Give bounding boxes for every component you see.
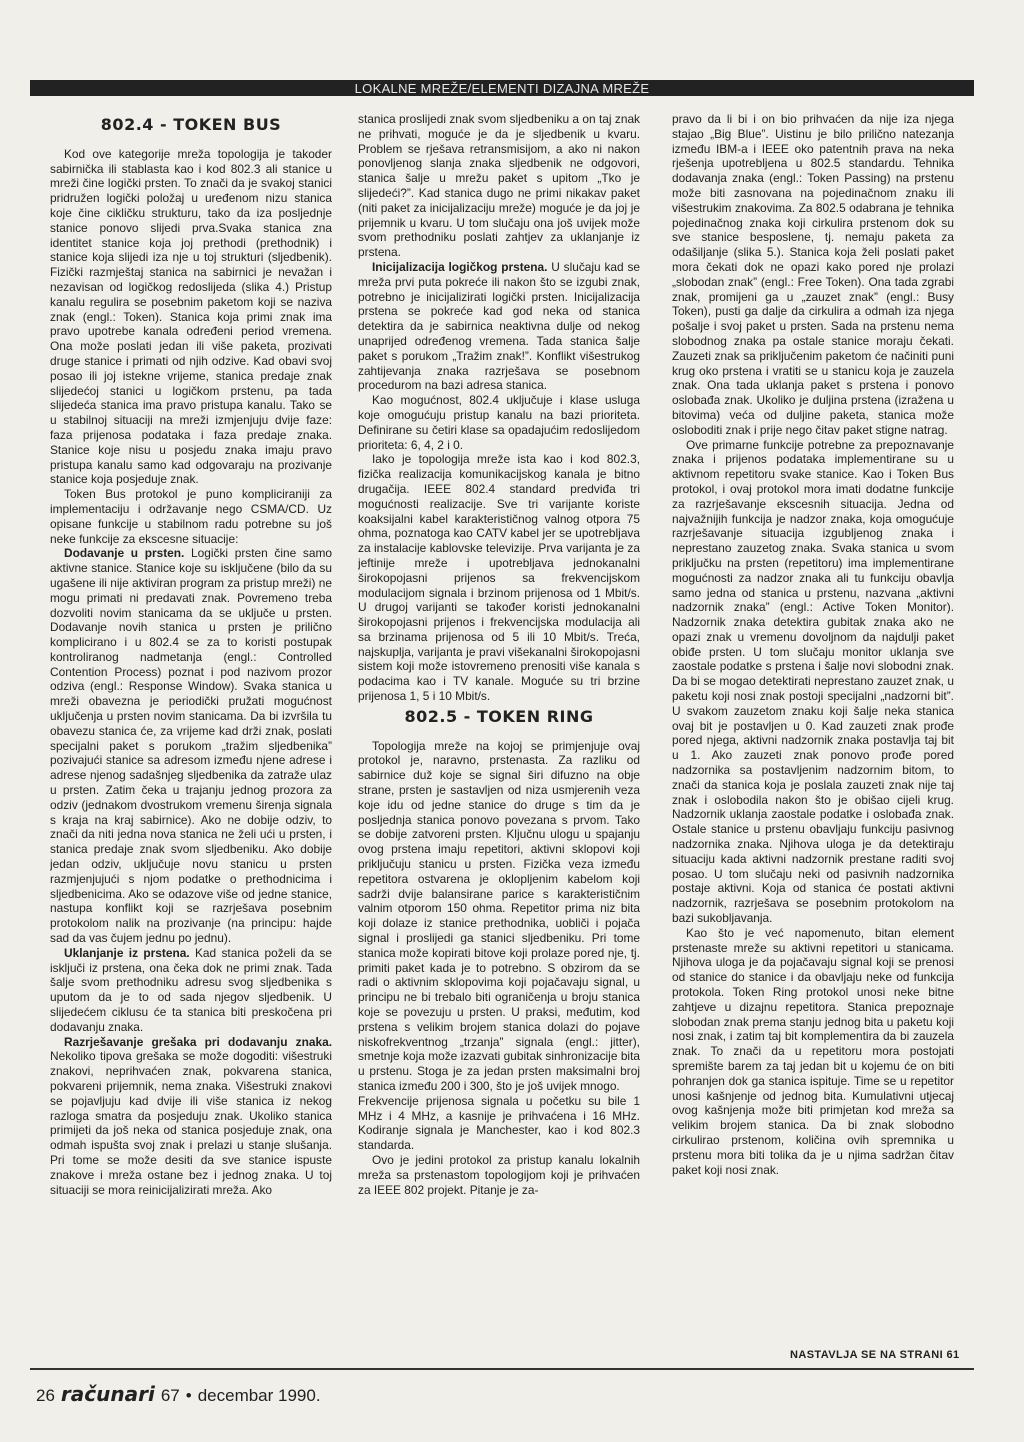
paragraph: Kao mogućnost, 802.4 uključuje i klase usluga koje omogućuju pristup kanalu na bazi prioriteta. Definirane su četiri klase sa opadajućim redoslijedom prioriteta: 6, 4, 2 i 0. [358, 393, 640, 452]
subheading-inicijalizacija: Inicijalizacija logičkog prstena. [372, 259, 548, 274]
paragraph: Token Bus protokol je puno kompliciraniji za implementaciju i održavanje nego CSMA/CD. Uz opisane funkcije u stabilnom radu potrebne su još neke funkcije za ekscesne situacije: [50, 487, 332, 546]
continued-note: NASTAVLJA SE NA STRANI 61 [790, 1349, 960, 1361]
paragraph: Ovo je jedini protokol za pristup kanalu lokalnih mreža sa prstenastom topologijom koji je prihvaćen za IEEE 802 projekt. Pitanje je za- [358, 1152, 640, 1197]
paragraph: Kad stanica poželi da se isključi iz prstena, ona čeka dok ne primi znak. Tada šalje svom prethodniku adresu svog sljedbenika s uputom da je to od sada njegov sljedbenik. U slijedećem ciklusu će ta stanica biti preskočena pri dodavanju znaka. [50, 945, 332, 1034]
heading-token-bus: 802.4 - TOKEN BUS [100, 115, 282, 134]
column-middle [358, 112, 640, 1352]
paragraph: U slučaju kad se mreža prvi puta pokreće ili nakon što se izgubi znak, potrebno je inicijalizirati logički prsten. Inicijalizacija prstena se pokreće kad god neka od stanica detektira da je sabirnica neaktivna dulje od nekog unaprijed određenog vremena. Tada stanica šalje paket s porukom „Tražim znak!”. Konflikt višestrukog zahtijevanja znaka razrješava se posebnom procedurom na bazi adresa stanica. [358, 259, 640, 393]
paragraph: Kao što je već napomenuto, bitan element prstenaste mreže su aktivni repetitori u stanicama. Njihova uloga je da pojačavaju signal koji se prenosi od stanice do stanice i da obavljaju neke od funkcija protokola. Token Ring protokol unosi neke bitne zahtjeve u dizajnu repetitora. Stanica prepoznaje slobodan znak prema stanju jednog bita u paketu koji nosi znak, i zatim taj bit komplementira da bi zauzela znak. To znači da u repetitoru mora postojati spremište barem za taj jedan bit u kojemu će on biti pohranjen dok ga stanica ispituje. Time se u repetitor unosi kašnjenje od jednog bita. Kumulativni utjecaj ovog kašnjenja može biti primjetan kod mreža sa velikim brojem stanica. Da bi znak slobodno cirkulirao prstenom, količina ovih spremnika u prstenu mora biti tolika da je u njima sadržan čitav paket koji nosi znak. [672, 925, 954, 1177]
subheading-razrjesavanje: Razrješavanje grešaka pri dodavanju znaka. [64, 1034, 332, 1049]
paragraph: Iako je topologija mreže ista kao i kod 802.3, fizička realizacija komunikacijskog kanala je bitno drugačija. IEEE 802.4 standard predviđa tri mogućnosti realizacije. Sve tri varijante koriste koaksijalni kabel karakterističnog valnog otpora 75 ohma, poznatoga kao CATV kabel jer se upotrebljava za instalacije kablovske televizije. Prva varijanta je za jeftinije mreže i upotrebljava jednokanalni širokopojasni prijenos sa frekvencijskom modulacijom signala i brzinom prijenosa od 1 Mbit/s. U drugoj varijanti se također koristi jednokanalni širokopojasni prijenos i frekvencijska modulacija ali sa brzinama prijenosa od 5 ili 10 Mbit/s. Treća, najskuplja, varijanta je pravi višekanalni širokopojasni sistem koji može istovremeno prenositi više kanala s podacima kao i TV kanale. Moguće su tri brzine prijenosa 1, 5 i 10 Mbit/s. [358, 452, 640, 704]
paragraph: Topologija mreže na kojoj se primjenjuje ovaj protokol je, naravno, prstenasta. Za razliku od sabirnice duž koje se signal širi difuzno na obje strane, prsten je sastavljen od niza usmjerenih veza koje idu od jedne stanice do druge s tim da je posljednja stanica ponovo povezana s prvom. Tako se dobije zatvoreni prsten. Ključnu ulogu u spajanju ovog prstena imaju repetitori, aktivni sklopovi koji priključuju stanicu u prsten. Fizička veza između repetitora ostvarena je oklopljenim kabelom koji sadrži dvije balansirane parice s karakterističnim valnim otporom 150 ohma. Repetitor prima niz bita koji dolaze iz stanice prethodnika, uobliči i pojača signal i proslijedi ga stanici sljedbeniku. Pri tome stanica može kopirati bitove koji prolaze pored nje, tj. primiti paket kada je to potrebno. S obzirom da se radi o aktivnim sklopovima koji pojačavaju signal, u principu ne bi trebalo biti ograničenja u broju stanica koje se povezuju u prsten. U praksi, međutim, kod prstena s velikim brojem stanica dolazi do pojave niskofrekventnog „trzanja” signala (engl.: jitter), smetnje koja može izazvati gubitak sinhronizacije bita u prstenu. Stoga je za jedan prsten maksimalni broj stanica između 200 i 300, što je još uvijek mnogo. [358, 738, 640, 1093]
paragraph: pravo da li bi i on bio prihvaćen da nije iza njega stajao „Big Blue”. Uistinu je bilo prilično natezanja između IBM-a i IEEE oko patentnih prava na neka rješenja upotrebljena u 802.5 standardu. Tehnika dodavanja znaka (engl.: Token Passing) na prstenu može biti zasnovana na pojedinačnom znaku ili višestrukim znakovima. Za 802.5 odabrana je tehnika pojedinačnog znaka koji cirkulira prstenom dok su sve stanice besposlene, tj. nemaju paketa za odašiljanje (slika 5.). Stanica koja želi poslati paket mora čekati dok ne opazi kako pored nje prolazi „slobodan znak” (engl.: Free Token). Ona tada zgrabi znak, promijeni ga u „zauzet znak” (engl.: Busy Token), pusti ga dalje da cirkulira a odmah iza njega pošalje i svoj paket u prsten. Sada na prstenu nema slobodnog znaka pa ostale stanice moraju čekati. Zauzeti znak sa priključenim paketom će načiniti puni krug oko prstena i vratiti se u stanicu koja je zauzela znak. Ona tada uklanja paket s prstena i ponovo oslobađa znak. Ukoliko je duljina prstena (izražena u bitovima) veća od duljine paketa, stanica može osloboditi znak i prije nego čitav paket stigne natrag. [672, 112, 954, 437]
column-left [50, 112, 332, 1352]
subheading-uklanjanje: Uklanjanje iz prstena. [64, 945, 190, 960]
column-right [672, 112, 954, 1322]
paragraph: Ove primarne funkcije potrebne za prepoznavanje znaka i prijenos podataka implementirane su u aktivnom repetitoru svake stanice. Kao i Token Bus protokol, i ovaj protokol mora imati dodatne funkcije za razrješavanje ekscesnih situacija. Jedna od najvažnijih funkcija je nadzor znaka, koja omogućuje razrješavanje situacija izgubljenog znaka i neprestano zauzetog znaka. Svaka stanica u svom priključku na prsten (repetitoru) ima implementirane mogućnosti za nadzor znaka ali tu funkciju obavlja samo jedna od stanica u prstenu, nazvana „aktivni nadzornik znaka” (engl.: Active Token Monitor). Nadzornik znaka detektira gubitak znaka ako ne opazi znak u vremenu dovoljnom da najdulji paket obiđe prsten. U tom slučaju monitor uklanja sve zaostale podatke s prstena i šalje novi slobodni znak. Da bi se mogao detektirati neprestano zauzet znak, u paketu koji nosi znak postoji specijalni „nadzorni bit”. U svakom zauzetom znaku koji šalje neka stanica ovaj bit je postavljen u 0. Kad zauzeti znak prođe pored njega, aktivni nadzornik znaka postavlja taj bit u 1. Ako zauzeti znak ponovo prođe pored nadzornika sa postavljenim nadzornim bitom, to znači da stanica koja je poslala zauzeti znak nije taj znak i oslobodila nakon što je obišao cijeli krug. Nadzornik uklanja zaostale podatke i oslobađa znak. Ostale stanice u prstenu obavljaju funkciju pasivnog nadzornika znaka. Njihova uloga je da detektiraju situaciju kada aktivni nadzornik prestane raditi svoj posao. U tom slučaju neki od pasivnih nadzornika postaje aktivni. Koja od stanica će postati aktivni nadzornik, razrješava se posebnim protokolom na bazi sukobljavanja. [672, 437, 954, 926]
page-footer [36, 1382, 321, 1406]
bullet-separator: • [185, 1386, 192, 1405]
heading-token-ring: 802.5 - TOKEN RING [404, 706, 594, 726]
paragraph: Frekvencije prijenosa signala u početku su bile 1 MHz i 4 MHz, a kasnije je prihvaćena i 16 MHz. Kodiranje signala je Manchester, kao i kod 802.3 standarda. [358, 1093, 640, 1153]
paragraph: Logički prsten čine samo aktivne stanice. Stanice koje su isključene (bilo da su ugašene ili nije aktiviran program za pristup mreži) ne mogu primati ni predavati znak. Povremeno treba dozvoliti novim stanicama da se uključe u prsten. Dodavanje novih stanica u prsten je prilično komplicirano i u 802.4 se za to koristi postupak kontroliranog nadmetanja (engl.: Controlled Contention Process) poznat i pod nazivom prozor odziva (engl.: Response Window). Svaka stanica u mreži obavezna je periodički pružati mogućnost uključenja u prsten novim stanicama. Da bi izvršila tu obavezu stanica će, za vrijeme kad drži znak, poslati specijalni paket s porukom „tražim sljedbenika” pozivajući stanice sa adresom između njene adrese i adrese njenog sadašnjeg sljedbenika da zatraže ulaz u prsten. Zatim čeka u trajanju jednog prozora za odziv (jednakom dvostrukom vremenu širenja signala s kraja na kraj sabirnice). Ako ne dobije odziv, to znači da niti jedna nova stanica ne želi ući u prsten, i stanica predaje znak svom sljedbeniku. Ako dobije jedan odziv, uključuje novu stanicu u prsten razmjenjujući s njom podatke o prethodnicima i sljedbenicima. Ako se odazove više od jedne stanice, nastupa konflikt koji se razrješava posebnim protokolom nalik na prozivanje (na principu: hajde sad da vas čujem jednu po jednu). [50, 546, 332, 946]
footer-divider [30, 1368, 974, 1370]
section-header-bar [30, 80, 974, 96]
issue-number: 67 [160, 1386, 180, 1405]
section-title: LOKALNE MREŽE/ELEMENTI DIZAJNA MREŽE [349, 81, 656, 96]
page-number: 26 [36, 1386, 55, 1405]
paragraph: stanica proslijedi znak svom sljedbeniku a on taj znak ne prihvati, moguće je da je sljedbenik u kvaru. Problem se rješava retransmisijom, a ako ni nakon ponovljenog slanja znaka sljedbenik ne odgovori, stanica šalje u mrežu paket s upitom „Tko je slijedeći?”. Kad stanica dugo ne primi nikakav paket (niti paket za inicijalizaciju mreže) moguće je da joj je prijemnik u kvaru. U tom slučaju ona još uvijek može svom prethodniku poslati zahtjev za uklanjanje iz prstena. [358, 112, 640, 260]
magazine-logo: računari [60, 1382, 155, 1406]
paragraph: Nekoliko tipova grešaka se može dogoditi: višestruki znakovi, neprihvaćen znak, pokvarena stanica, pokvareni prijemnik, nema znaka. Višestruki znakovi se pojavljuju kad dvije ili više stanica iz nekog razloga smatra da posjeduju znak. Ukoliko stanica primijeti da još neka od stanica posjeduje znak, ona odmah ispušta svoj znak i prelazi u stanje slušanja. Pri tome se može desiti da sve stanice ispuste znakove i mreža ostane bez i jednog znaka. U toj situaciji se mora reinicijalizirati mreža. Ako [50, 1049, 332, 1197]
paragraph: Kod ove kategorije mreža topologija je takoder sabirnička ili stablasta kao i kod 802.3 ali stanice u mreži čine logički prsten. To znači da je svakoj stanici pridružen logički položaj u uređenom nizu stanica koje čine cikličku strukturu, tako da iza posljednje stanice ponovo slijedi prva.Svaka stanica zna identitet stanice koja joj prethodi (prethodnik) i stanice koja slijedi iza nje u toj strukturi (sljedbenik). Fizički razmještaj stanica na sabirnici je nevažan i nezavisan od logičkog redoslijeda (slika 4.) Pristup kanalu regulira se posebnim paketom koji se naziva znak (engl.: Token). Stanica koja primi znak ima pravo upotrebe kanala određeni period vremena. Ona može poslati jedan ili više paketa, prozivati druge stanice i primati od njih odzive. Kad obavi svoj posao ili joj istekne vrijeme, stanica predaje znak slijedećoj stanici u logičkom prstenu, pa tada slijedeća stanica ima pravo pristupa kanalu. Tako se u stabilnoj situaciji na mreži izmjenjuju dvije faze: faza prijenosa podataka i faza predaje znaka. Stanice koje nisu u posjedu znaka imaju pravo pristupa kanalu samo kad odgovaraju na prozivanje stanice koja posjeduje znak. [50, 146, 332, 487]
issue-date: decembar 1990. [197, 1386, 321, 1405]
subheading-dodavanje: Dodavanje u prsten. [64, 546, 185, 561]
